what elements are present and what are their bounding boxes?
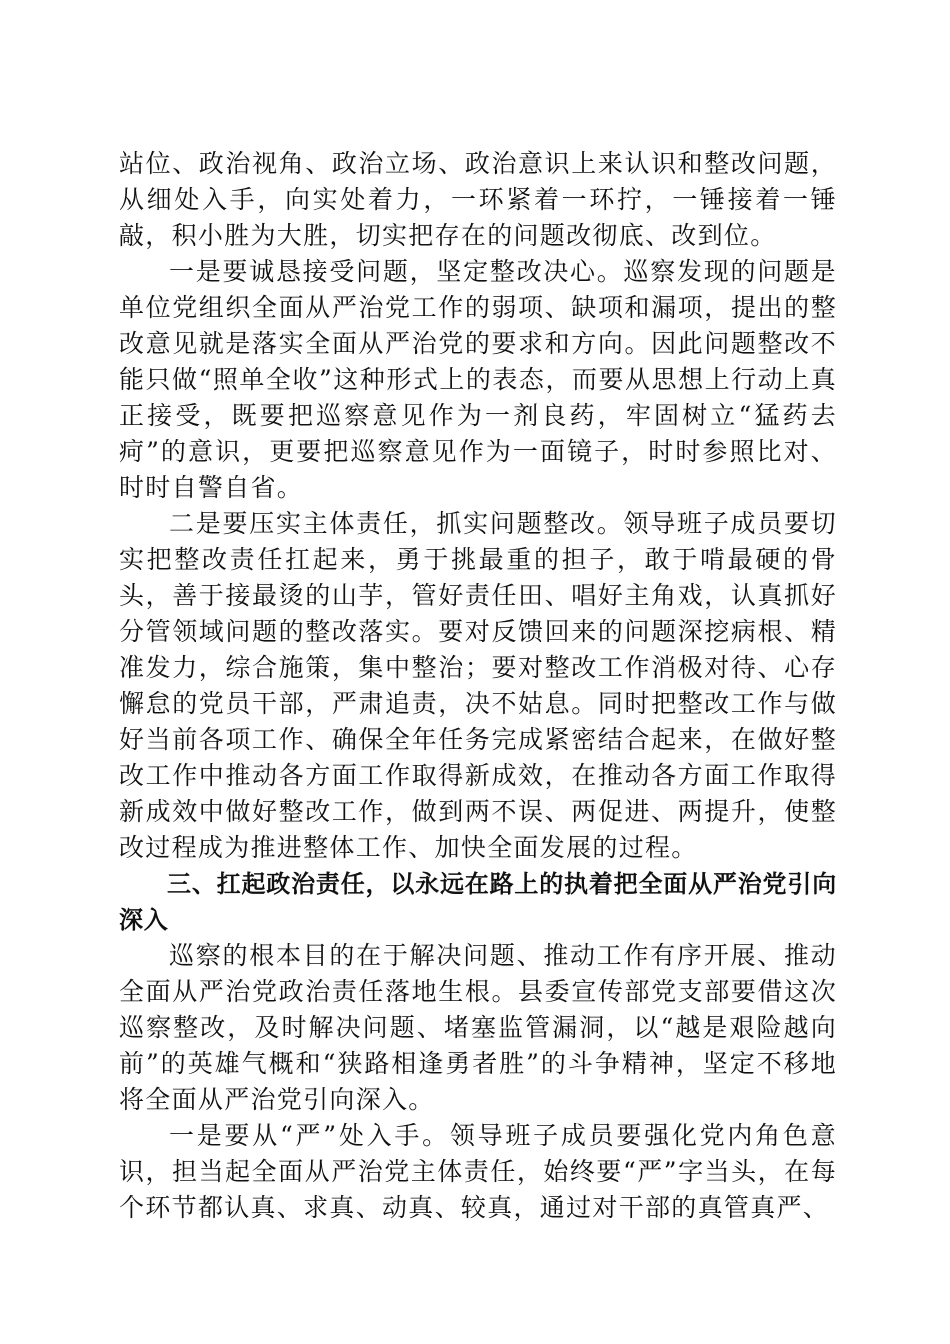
document-body [119, 146, 837, 1226]
paragraph-point-one: 一是要诚恳接受问题，坚定整改决心。巡察发现的问题是单位党组织全面从严治党工作的弱项、缺项和漏项，提出的整改意见就是落实全面从严治党的要求和方向。因此问题整改不能只做“照单全收”这种形式上的表态，而要从思想上行动上真正接受，既要把巡察意见作为一剂良药，牢固树立“猛药去疴”的意识，更要把巡察意见作为一面镜子，时时参照比对、时时自警自省。 [119, 257, 837, 502]
paragraph-continuation: 站位、政治视角、政治立场、政治意识上来认识和整改问题，从细处入手，向实处着力，一环紧着一环拧，一锤接着一锤敲，积小胜为大胜，切实把存在的问题改彻底、改到位。 [119, 149, 837, 250]
paragraph-section-intro: 巡察的根本目的在于解决问题、推动工作有序开展、推动全面从严治党政治责任落地生根。县委宣传部党支部要借这次巡察整改，及时解决问题、堵塞监管漏洞，以“越是艰险越向前”的英雄气概和“狭路相逢勇者胜”的斗争精神，坚定不移地将全面从严治党引向深入。 [119, 941, 837, 1114]
section-heading-three: 三、扛起政治责任，以永远在路上的执着把全面从严治党引向深入 [119, 870, 837, 934]
paragraph-section-point-one: 一是要从“严”处入手。领导班子成员要强化党内角色意识，担当起全面从严治党主体责任，始终要“严”字当头，在每个环节都认真、求真、动真、较真，通过对干部的真管真严、 [119, 1121, 837, 1222]
paragraph-point-two: 二是要压实主体责任，抓实问题整改。领导班子成员要切实把整改责任扛起来，勇于挑最重的担子，敢于啃最硬的骨头，善于接最烫的山芋，管好责任田、唱好主角戏，认真抓好分管领域问题的整改落实。要对反馈回来的问题深挖病根、精准发力，综合施策，集中整治；要对整改工作消极对待、心存懈怠的党员干部，严肃追责，决不姑息。同时把整改工作与做好当前各项工作、确保全年任务完成紧密结合起来，在做好整改工作中推动各方面工作取得新成效，在推动各方面工作取得新成效中做好整改工作，做到两不误、两促进、两提升，使整改过程成为推进整体工作、加快全面发展的过程。 [119, 509, 837, 862]
